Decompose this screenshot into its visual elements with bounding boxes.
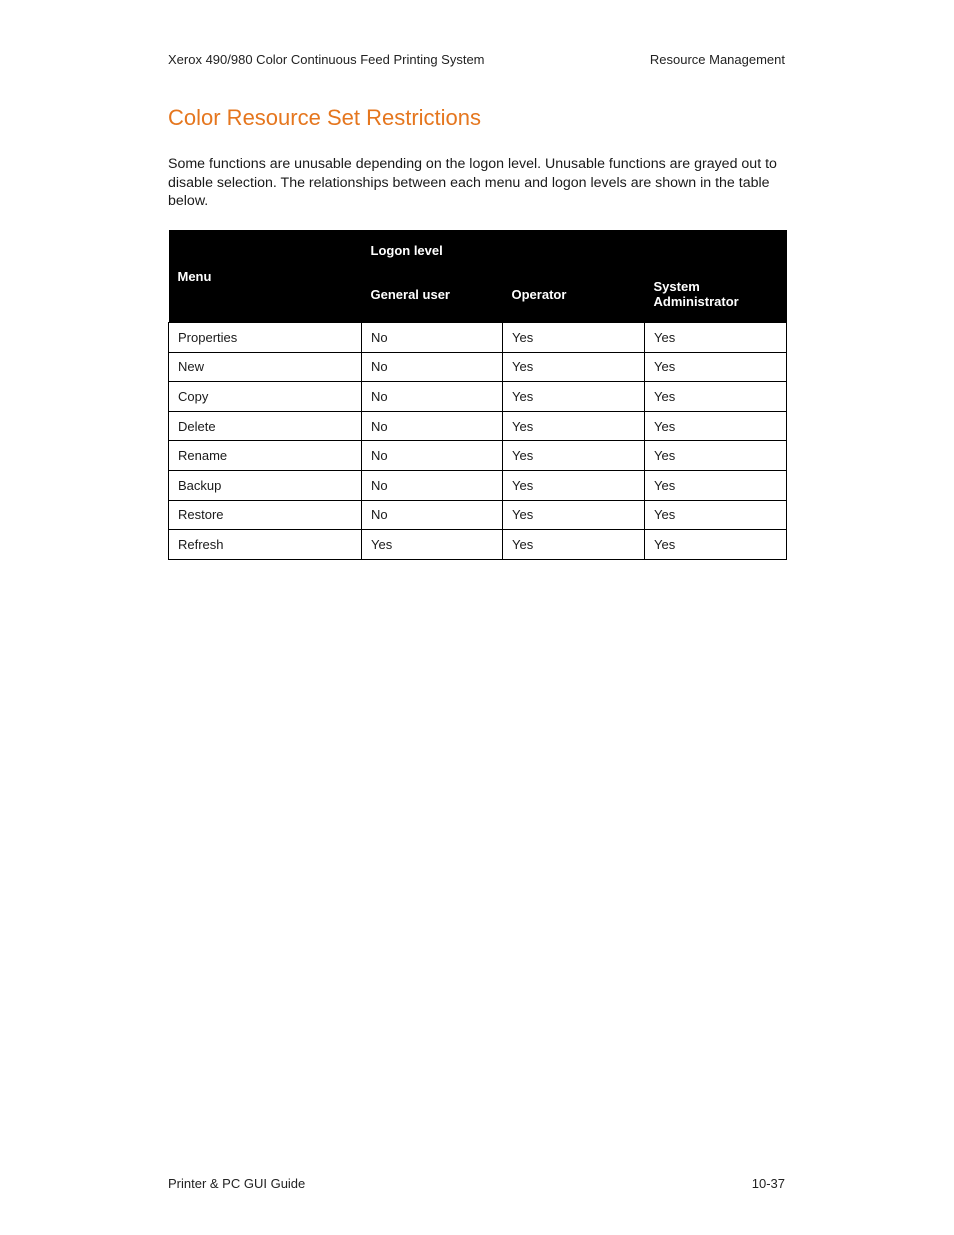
general-user-cell: Yes <box>362 530 503 560</box>
general-user-cell: No <box>362 441 503 471</box>
table-row <box>169 530 787 560</box>
system-administrator-cell: Yes <box>645 441 787 471</box>
operator-cell: Yes <box>503 470 645 500</box>
general-user-cell: No <box>362 470 503 500</box>
general-user-cell: No <box>362 500 503 530</box>
table-row <box>169 470 787 500</box>
table-row <box>169 352 787 382</box>
system-administrator-cell: Yes <box>645 500 787 530</box>
table-row <box>169 323 787 353</box>
table-row <box>169 382 787 412</box>
operator-cell: Yes <box>503 500 645 530</box>
menu-cell: New <box>169 352 362 382</box>
general-user-cell: No <box>362 411 503 441</box>
menu-cell: Rename <box>169 441 362 471</box>
logon-level-header: Logon level <box>362 230 787 266</box>
system-administrator-cell: Yes <box>645 382 787 412</box>
menu-cell: Delete <box>169 411 362 441</box>
menu-cell: Backup <box>169 470 362 500</box>
running-header-section: Resource Management <box>649 52 785 67</box>
general-user-cell: No <box>362 323 503 353</box>
table-row <box>169 411 787 441</box>
column-header-general-user: General user <box>362 266 503 323</box>
page-number: 10-37 <box>751 1176 785 1191</box>
operator-cell: Yes <box>503 352 645 382</box>
operator-cell: Yes <box>503 530 645 560</box>
footer-guide-name: Printer & PC GUI Guide <box>168 1176 306 1191</box>
general-user-cell: No <box>362 382 503 412</box>
system-administrator-cell: Yes <box>645 323 787 353</box>
page-title: Color Resource Set Restrictions <box>168 105 482 130</box>
system-administrator-cell: Yes <box>645 470 787 500</box>
table-row <box>169 441 787 471</box>
menu-cell: Refresh <box>169 530 362 560</box>
general-user-cell: No <box>362 352 503 382</box>
system-administrator-cell: Yes <box>645 530 787 560</box>
system-administrator-cell: Yes <box>645 411 787 441</box>
operator-cell: Yes <box>503 323 645 353</box>
menu-cell: Copy <box>169 382 362 412</box>
restrictions-table <box>168 230 787 560</box>
operator-cell: Yes <box>503 382 645 412</box>
table-row <box>169 500 787 530</box>
operator-cell: Yes <box>503 441 645 471</box>
menu-cell: Restore <box>169 500 362 530</box>
menu-cell: Properties <box>169 323 362 353</box>
operator-cell: Yes <box>503 411 645 441</box>
column-header-operator: Operator <box>503 266 645 323</box>
system-administrator-cell: Yes <box>645 352 787 382</box>
column-header-system-administrator: System Administrator <box>645 266 787 323</box>
intro-paragraph: Some functions are unusable depending on the logon level. Unusable functions are grayed out to disable selection. The relationships between each menu and logon levels are shown in the table below. <box>168 156 777 209</box>
running-header-title: Xerox 490/980 Color Continuous Feed Printing System <box>168 52 485 67</box>
menu-column-header: Menu <box>169 230 362 323</box>
